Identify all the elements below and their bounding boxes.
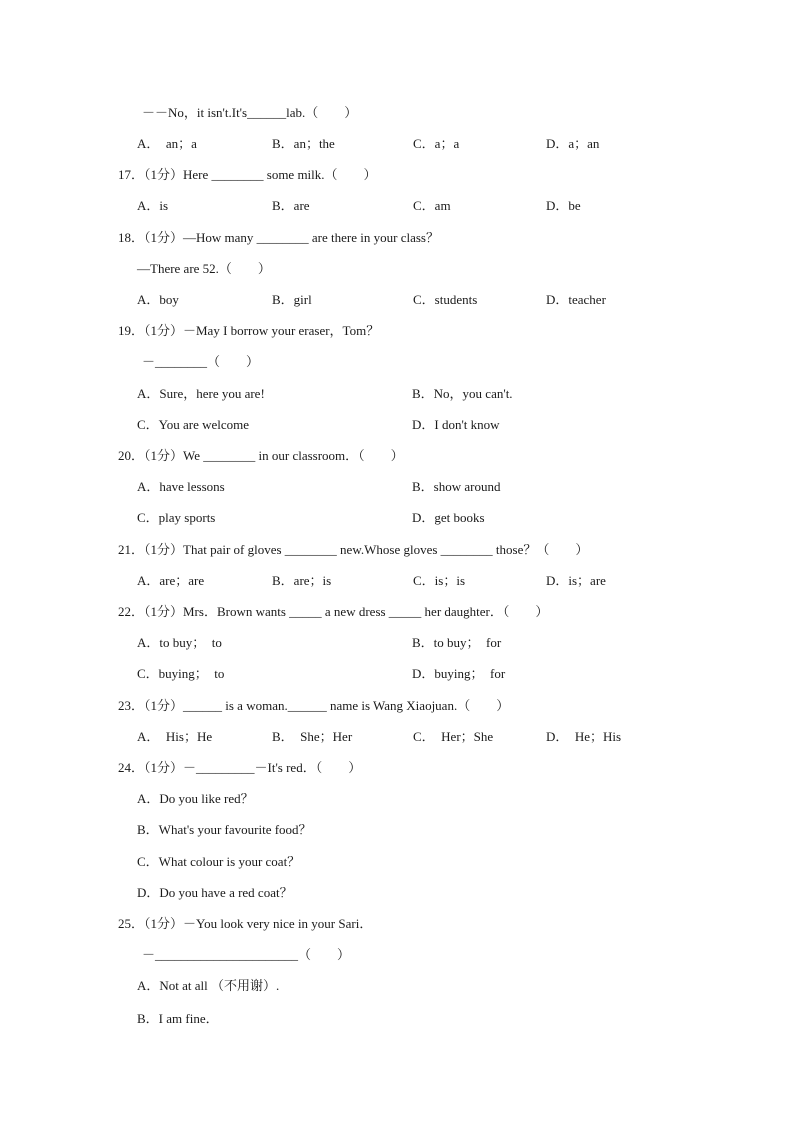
q23-stem: 23．（1分）______ is a woman.______ name is Wang Xiaojuan.（ ） (118, 698, 510, 713)
q23-option-a[interactable]: A． His；He (137, 729, 213, 744)
q24-option-c[interactable]: C．What colour is your coat？ (137, 854, 301, 869)
q20-option-c[interactable]: C．play sports (137, 510, 216, 525)
q25-stem: 25．（1分）－You look very nice in your Sari． (118, 916, 373, 931)
q17-option-b[interactable]: B．are (272, 198, 310, 213)
q20-option-a[interactable]: A．have lessons (137, 479, 225, 494)
q17-option-a[interactable]: A．is (137, 198, 169, 213)
q16-answer-line: －－No，it isn't.It's______lab.（ ） (142, 105, 358, 120)
q25-option-a[interactable]: A．Not at all （不用谢）. (137, 978, 280, 993)
q21-option-c[interactable]: C．is；is (413, 573, 466, 588)
q22-option-b[interactable]: B．to buy； for (412, 635, 502, 650)
q20-option-d[interactable]: D．get books (412, 510, 485, 525)
q25-option-b[interactable]: B．I am fine． (137, 1011, 219, 1026)
q19-answer-line: －________（ ） (142, 354, 260, 369)
q16-option-c[interactable]: C．a；a (413, 136, 460, 151)
q20-option-b[interactable]: B．show around (412, 479, 501, 494)
q21-stem: 21．（1分）That pair of gloves ________ new.Whose gloves ________ those？（ ） (118, 542, 589, 557)
q22-stem: 22．（1分）Mrs．Brown wants _____ a new dress _____ her daughter．（ ） (118, 604, 549, 619)
q16-option-d[interactable]: D．a；an (546, 136, 600, 151)
q16-option-b[interactable]: B．an；the (272, 136, 335, 151)
q24-option-d[interactable]: D．Do you have a red coat？ (137, 885, 293, 900)
q20-stem: 20．（1分）We ________ in our classroom．（ ） (118, 448, 404, 463)
q23-option-b[interactable]: B． She；Her (272, 729, 353, 744)
q18-option-c[interactable]: C．students (413, 292, 478, 307)
q19-option-c[interactable]: C．You are welcome (137, 417, 250, 432)
q19-option-d[interactable]: D．I don't know (412, 417, 500, 432)
q17-option-c[interactable]: C．am (413, 198, 451, 213)
q18-stem: 18．（1分）—How many ________ are there in your class？ (118, 230, 439, 245)
q21-option-a[interactable]: A．are；are (137, 573, 205, 588)
q19-stem: 19．（1分）－May I borrow your eraser，Tom？ (118, 323, 380, 338)
q21-option-b[interactable]: B．are；is (272, 573, 332, 588)
q19-option-a[interactable]: A．Sure，here you are! (137, 386, 265, 401)
q24-option-b[interactable]: B．What's your favourite food？ (137, 822, 312, 837)
q18-option-b[interactable]: B．girl (272, 292, 312, 307)
q17-stem: 17．（1分）Here ________ some milk.（ ） (118, 167, 377, 182)
q22-option-d[interactable]: D．buying； for (412, 666, 506, 681)
q17-option-d[interactable]: D．be (546, 198, 581, 213)
q24-option-a[interactable]: A．Do you like red？ (137, 791, 254, 806)
q19-option-b[interactable]: B．No，you can't. (412, 386, 513, 401)
q18-option-a[interactable]: A．boy (137, 292, 179, 307)
q22-option-c[interactable]: C．buying； to (137, 666, 225, 681)
q18-answer-line: —There are 52.（ ） (137, 261, 271, 276)
q22-option-a[interactable]: A．to buy； to (137, 635, 222, 650)
q23-option-d[interactable]: D． He；His (546, 729, 622, 744)
q18-option-d[interactable]: D．teacher (546, 292, 606, 307)
q16-option-a[interactable]: A． an；a (137, 136, 197, 151)
q24-stem: 24．（1分）－_________－It's red．（ ） (118, 760, 362, 775)
q23-option-c[interactable]: C． Her；She (413, 729, 494, 744)
q21-option-d[interactable]: D．is；are (546, 573, 606, 588)
q25-answer-line: －______________________（ ） (142, 947, 351, 962)
